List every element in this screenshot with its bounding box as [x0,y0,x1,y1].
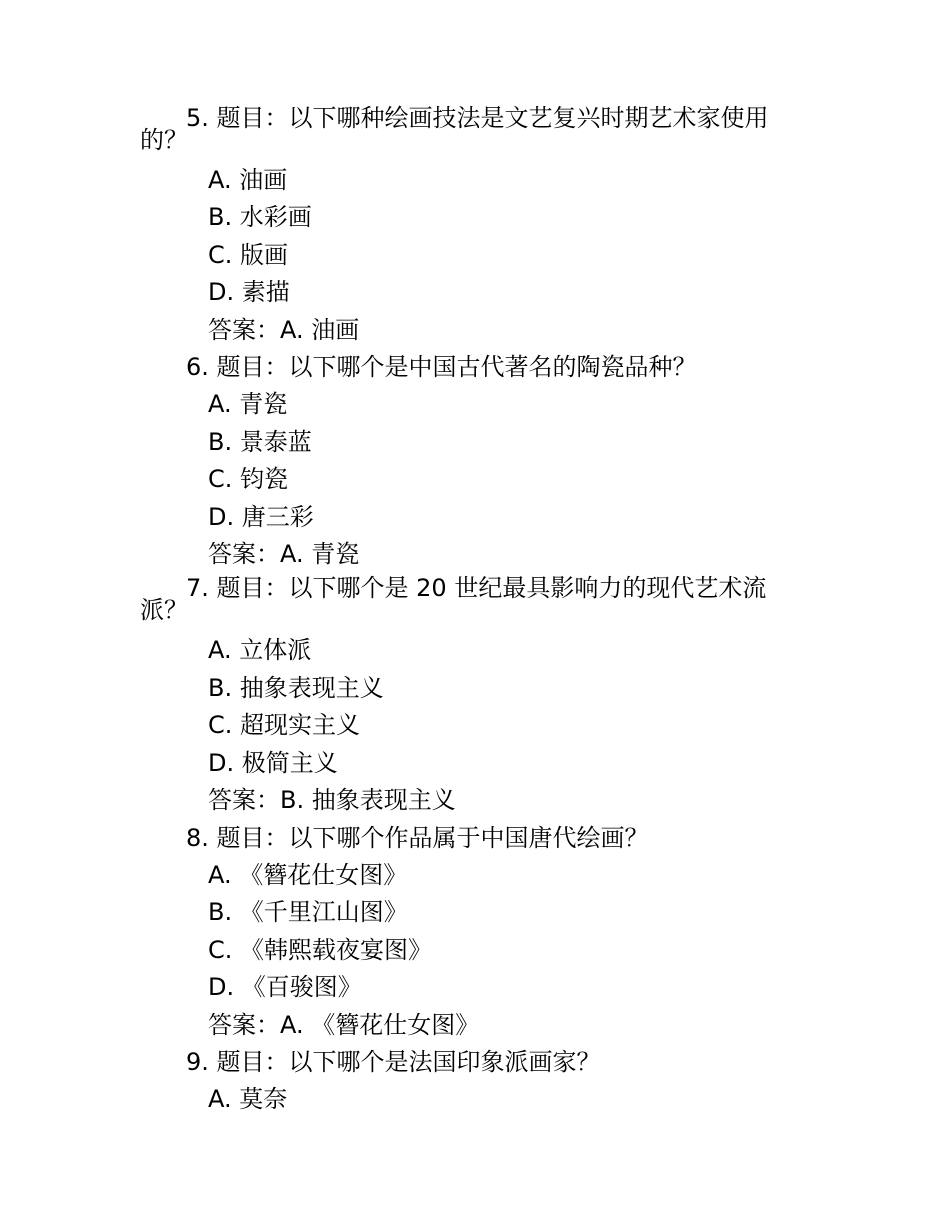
question-5 [140,103,800,349]
option: B. 《千里江山图》 [208,898,408,927]
option: A. 莫奈 [208,1085,288,1114]
question-title: 9. 题目：以下哪个是法国印象派画家？ [186,1047,601,1076]
answer: 答案：B. 抽象表现主义 [208,786,456,815]
answer: 答案：A. 油画 [208,315,360,344]
option: B. 水彩画 [208,203,312,232]
answer: 答案：A. 《簪花仕女图》 [208,1010,480,1039]
option: B. 景泰蓝 [208,427,312,456]
option: A. 《簪花仕女图》 [208,860,408,889]
question-6 [140,349,800,573]
option: C. 《韩熙载夜宴图》 [208,935,433,964]
question-9 [140,1044,800,1119]
option: D. 素描 [208,278,290,307]
question-8 [140,820,800,1044]
question-title: 6. 题目：以下哪个是中国古代著名的陶瓷品种？ [186,353,697,382]
question-title: 5. 题目：以下哪种绘画技法是文艺复兴时期艺术家使用的？ [140,104,769,154]
option: A. 油画 [208,166,288,194]
option: B. 抽象表现主义 [208,673,384,702]
option: D. 唐三彩 [208,502,314,531]
option: A. 立体派 [208,636,312,665]
option: A. 青瓷 [208,390,288,419]
option: C. 钧瓷 [208,465,289,494]
document-body [140,103,800,1119]
option: C. 版画 [208,240,289,269]
option: D. 《百骏图》 [208,973,362,1002]
option: D. 极简主义 [208,748,338,777]
option: C. 超现实主义 [208,711,361,740]
answer: 答案：A. 青瓷 [208,540,360,569]
question-7 [140,573,800,819]
question-title: 7. 题目：以下哪个是 20 世纪最具影响力的现代艺术流派？ [140,574,767,625]
question-title: 8. 题目：以下哪个作品属于中国唐代绘画？ [186,823,649,852]
